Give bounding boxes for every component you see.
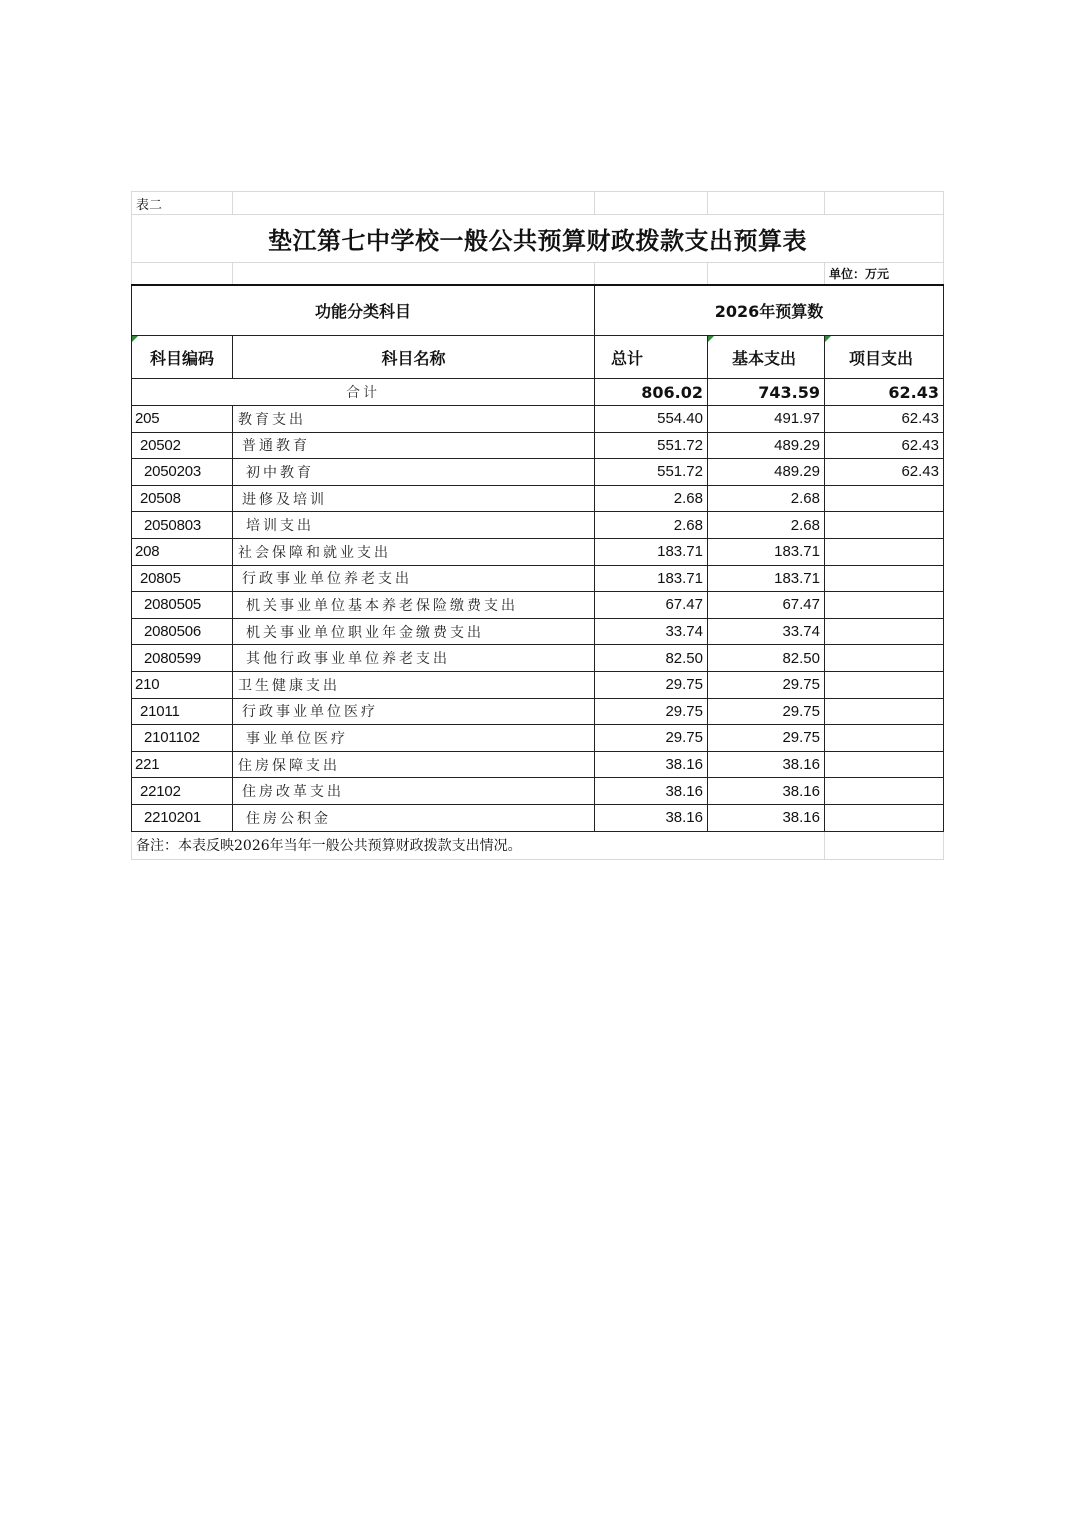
- row-basic: 29.75: [708, 725, 825, 752]
- row-name: 其他行政事业单位养老支出: [233, 645, 595, 672]
- total-label: 合计: [132, 379, 595, 406]
- row-basic: 183.71: [708, 565, 825, 592]
- header-column-row: [132, 336, 944, 379]
- row-code: 2050203: [132, 459, 233, 486]
- row-total: 82.50: [595, 645, 708, 672]
- total-basic: 743.59: [708, 379, 825, 406]
- row-code: 2080505: [132, 592, 233, 619]
- row-total: 38.16: [595, 778, 708, 805]
- row-project: [825, 485, 944, 512]
- row-project: [825, 698, 944, 725]
- row-total: 183.71: [595, 538, 708, 565]
- row-code: 210: [132, 671, 233, 698]
- row-code: 208: [132, 538, 233, 565]
- row-project: 62.43: [825, 406, 944, 433]
- row-project: [825, 592, 944, 619]
- table-row: [132, 512, 944, 539]
- row-project: 62.43: [825, 432, 944, 459]
- row-basic: 2.68: [708, 485, 825, 512]
- row-name: 教育支出: [233, 406, 595, 433]
- row-project: [825, 512, 944, 539]
- row-basic: 38.16: [708, 751, 825, 778]
- table-row: [132, 671, 944, 698]
- table-row: [132, 618, 944, 645]
- row-code: 2050803: [132, 512, 233, 539]
- row-basic: 183.71: [708, 538, 825, 565]
- row-code: 20508: [132, 485, 233, 512]
- row-basic: 67.47: [708, 592, 825, 619]
- row-basic: 29.75: [708, 698, 825, 725]
- row-project: [825, 751, 944, 778]
- budget-table: [131, 191, 944, 860]
- total-sum: 806.02: [595, 379, 708, 406]
- row-basic: 33.74: [708, 618, 825, 645]
- row-basic: 2.68: [708, 512, 825, 539]
- row-total: 29.75: [595, 671, 708, 698]
- row-code: 221: [132, 751, 233, 778]
- row-code: 2080506: [132, 618, 233, 645]
- table-note: 备注：本表反映2026年当年一般公共预算财政拨款支出情况。: [132, 831, 825, 859]
- row-name: 住房保障支出: [233, 751, 595, 778]
- row-code: 2080599: [132, 645, 233, 672]
- row-total: 551.72: [595, 432, 708, 459]
- row-name: 机关事业单位职业年金缴费支出: [233, 618, 595, 645]
- row-name: 社会保障和就业支出: [233, 538, 595, 565]
- table-row: [132, 406, 944, 433]
- row-name: 行政事业单位医疗: [233, 698, 595, 725]
- total-project: 62.43: [825, 379, 944, 406]
- row-total: 554.40: [595, 406, 708, 433]
- row-project: 62.43: [825, 459, 944, 486]
- header-code: 科目编码: [132, 336, 233, 379]
- row-project: [825, 538, 944, 565]
- header-group-row: [132, 285, 944, 336]
- row-basic: 38.16: [708, 778, 825, 805]
- row-name: 卫生健康支出: [233, 671, 595, 698]
- header-basic: 基本支出: [708, 336, 825, 379]
- title-row: [132, 215, 944, 263]
- row-name: 初中教育: [233, 459, 595, 486]
- row-code: 22102: [132, 778, 233, 805]
- row-total: 551.72: [595, 459, 708, 486]
- unit-label: 单位：万元: [825, 263, 944, 285]
- row-project: [825, 778, 944, 805]
- header-functional-classification: 功能分类科目: [132, 285, 595, 336]
- table-row: [132, 432, 944, 459]
- row-name: 事业单位医疗: [233, 725, 595, 752]
- row-name: 行政事业单位养老支出: [233, 565, 595, 592]
- table-row: [132, 645, 944, 672]
- table-row: [132, 565, 944, 592]
- row-total: 183.71: [595, 565, 708, 592]
- row-total: 38.16: [595, 751, 708, 778]
- row-code: 21011: [132, 698, 233, 725]
- row-total: 2.68: [595, 512, 708, 539]
- total-row: [132, 379, 944, 406]
- row-name: 进修及培训: [233, 485, 595, 512]
- row-basic: 82.50: [708, 645, 825, 672]
- table-row: [132, 804, 944, 831]
- row-basic: 29.75: [708, 671, 825, 698]
- table-row: [132, 778, 944, 805]
- table-row: [132, 725, 944, 752]
- row-total: 29.75: [595, 698, 708, 725]
- row-total: 38.16: [595, 804, 708, 831]
- table-row: [132, 538, 944, 565]
- row-code: 205: [132, 406, 233, 433]
- row-total: 33.74: [595, 618, 708, 645]
- row-project: [825, 645, 944, 672]
- row-name: 住房公积金: [233, 804, 595, 831]
- row-project: [825, 618, 944, 645]
- table-row: [132, 698, 944, 725]
- header-total: 总计: [595, 336, 708, 379]
- table-row: [132, 485, 944, 512]
- row-name: 住房改革支出: [233, 778, 595, 805]
- row-total: 29.75: [595, 725, 708, 752]
- header-project: 项目支出: [825, 336, 944, 379]
- row-project: [825, 725, 944, 752]
- table-row: [132, 459, 944, 486]
- note-row: [132, 831, 944, 859]
- row-project: [825, 565, 944, 592]
- row-basic: 491.97: [708, 406, 825, 433]
- header-name: 科目名称: [233, 336, 595, 379]
- row-total: 2.68: [595, 485, 708, 512]
- row-name: 机关事业单位基本养老保险缴费支出: [233, 592, 595, 619]
- row-name: 培训支出: [233, 512, 595, 539]
- row-name: 普通教育: [233, 432, 595, 459]
- table-tag: 表二: [132, 192, 233, 215]
- page-title: 垫江第七中学校一般公共预算财政拨款支出预算表: [132, 215, 944, 263]
- row-code: 20805: [132, 565, 233, 592]
- unit-row: [132, 263, 944, 285]
- row-project: [825, 804, 944, 831]
- table-row: [132, 751, 944, 778]
- table-tag-row: [132, 192, 944, 215]
- row-project: [825, 671, 944, 698]
- table-row: [132, 592, 944, 619]
- row-code: 2101102: [132, 725, 233, 752]
- row-basic: 489.29: [708, 432, 825, 459]
- row-basic: 38.16: [708, 804, 825, 831]
- row-basic: 489.29: [708, 459, 825, 486]
- row-code: 20502: [132, 432, 233, 459]
- budget-sheet: [131, 191, 943, 860]
- header-budget-year: 2026年预算数: [595, 285, 944, 336]
- row-code: 2210201: [132, 804, 233, 831]
- row-total: 67.47: [595, 592, 708, 619]
